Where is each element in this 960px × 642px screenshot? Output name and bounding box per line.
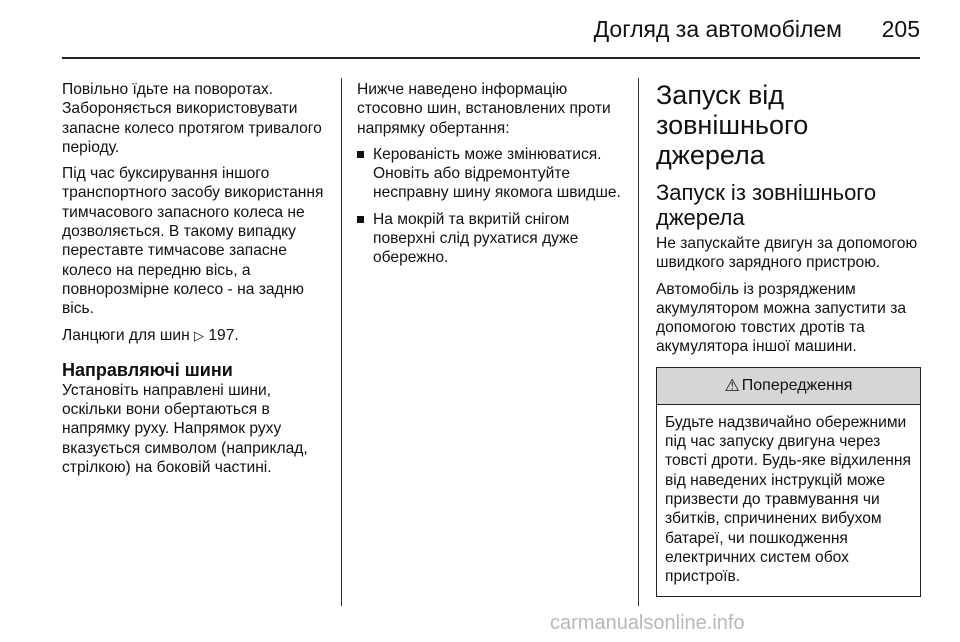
warning-triangle-icon: ⚠ — [724, 376, 740, 396]
list-item-text: Керованість може змінюватися. Оновіть або відремонтуйте несправну шину якомога швидше. — [373, 145, 621, 202]
list-item — [357, 145, 627, 203]
column-divider-1 — [341, 78, 342, 606]
column-divider-2 — [638, 78, 639, 606]
header-divider — [62, 57, 920, 59]
page-number: 205 — [881, 16, 920, 42]
paragraph-directional-tyres: Установіть направлені шини, оскільки вони обертаються в напрямку руху. Напрямок руху вказується символом (наприклад, стрілкою) на боковій частині. — [62, 381, 308, 477]
bullet-square-icon — [357, 216, 364, 223]
list-item — [357, 210, 627, 268]
list-item-text: На мокрій та вкритій снігом поверхні слід рухатися дуже обережно. — [373, 210, 579, 267]
warning-title: Попередження — [741, 377, 853, 395]
paragraph-no-fast-charger: Не запускайте двигун за допомогою швидкого зарядного пристрою. — [656, 235, 918, 272]
warning-box — [656, 367, 921, 598]
warning-header — [657, 368, 920, 405]
paragraph-spare-wheel-cornering: Повільно їдьте на поворотах. Забороняється використовувати запасне колесо протягом тривалого періоду. — [62, 81, 322, 156]
warning-text: Будьте надзвичайно обережними під час запуску двигуна через товсті дроти. Будь-яке відхилення від наведених інструкцій може призвести до травмування чи збитків, спричинених вибухом батареї, чи пошкодження електричних систем обох пристроїв. — [665, 413, 911, 586]
paragraph-towing: Під час буксирування іншого транспортного засобу використання тимчасового запасного колеса не дозволяється. В такому випадку переставте тимчасове запасне колесо на передню вісь, а повнорозмірне колесо - на задню вісь. — [62, 165, 324, 318]
snow-chains-page-link[interactable]: 197. — [208, 326, 239, 344]
watermark-brand: carmanualsonline.info — [550, 612, 745, 634]
bullet-list — [357, 145, 627, 268]
snow-chains-text: Ланцюги для шин — [62, 326, 190, 344]
column-middle — [357, 80, 627, 275]
paragraph-reverse-rotation-intro: Нижче наведено інформацію стосовно шин, встановлених проти напрямку обертання: — [357, 81, 611, 137]
column-right — [656, 80, 921, 597]
page-title: Догляд за автомобілем — [593, 16, 842, 42]
arrow-right-icon: ▷ — [194, 327, 205, 343]
column-left — [62, 80, 332, 484]
jump-start-title: Запуск від зовнішнього джерела — [656, 80, 809, 170]
paragraph-snow-chains-ref — [62, 326, 332, 345]
jump-start-subtitle: Запуск із зовнішнього джерела — [656, 180, 877, 230]
bullet-square-icon — [357, 151, 364, 158]
page-header — [0, 0, 960, 58]
paragraph-jump-cables: Автомобіль із розрядженим акумулятором можна запустити за допомогою товстих дротів та акумулятора іншої машини. — [656, 280, 907, 356]
directional-tyres-heading: Направляючі шини — [62, 359, 233, 380]
